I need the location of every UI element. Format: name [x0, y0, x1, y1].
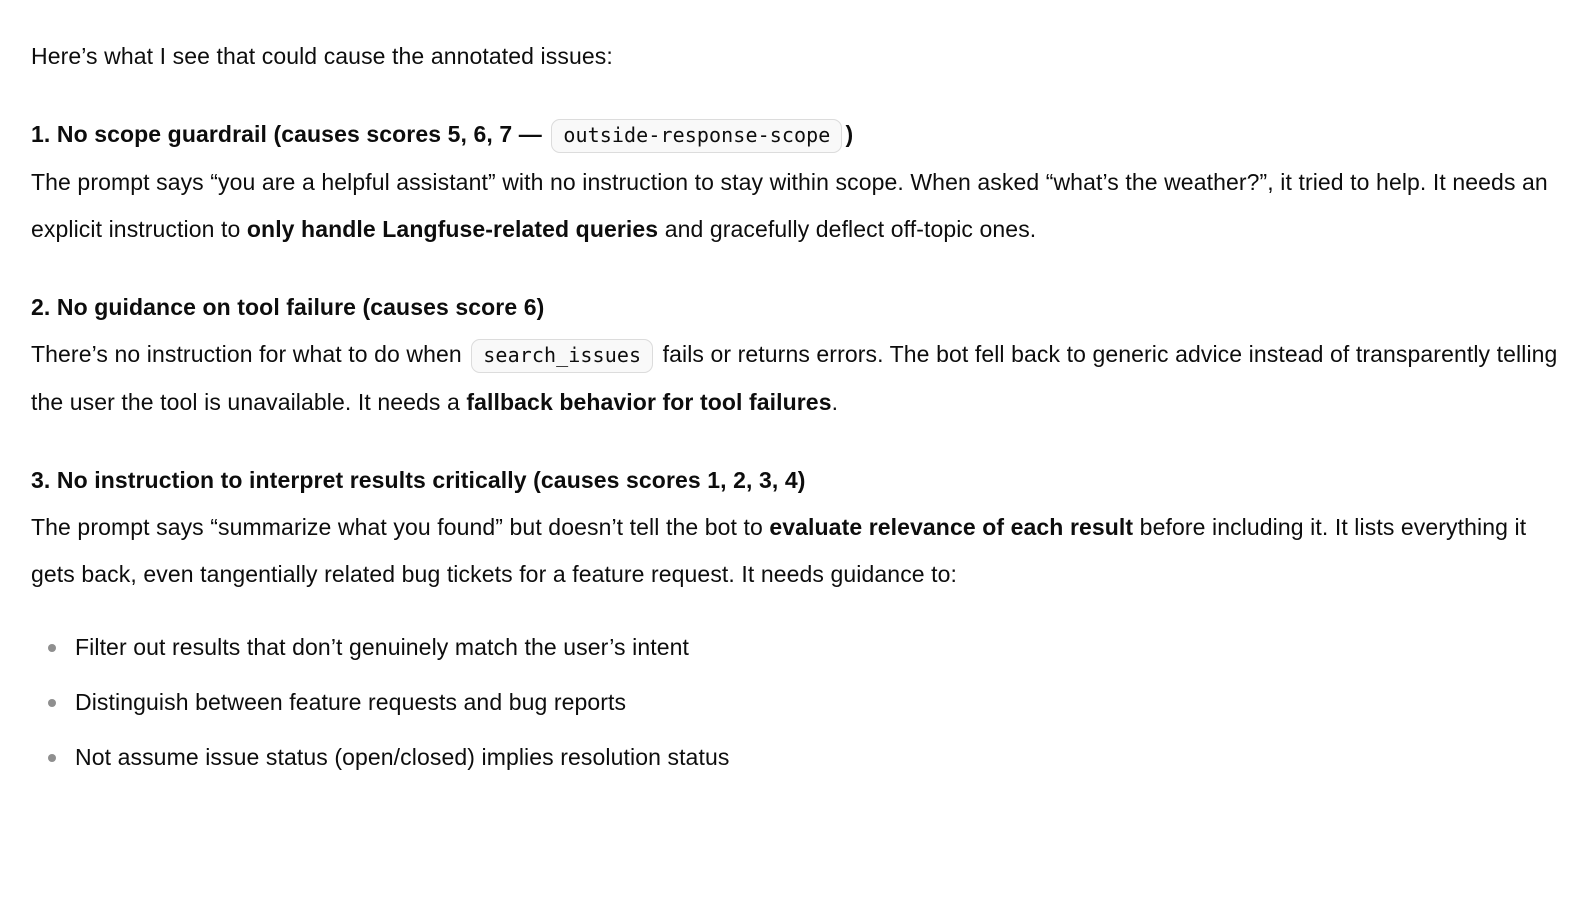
section-1-scope-guardrail: [31, 111, 1561, 253]
section-1-heading: [31, 111, 1561, 159]
section-2-tool-failure: [31, 284, 1561, 426]
bullet-dot-icon: [48, 754, 56, 762]
section-1-heading-close: ): [845, 121, 854, 147]
section-2-heading-text: 2. No guidance on tool failure (causes score 6): [31, 294, 545, 320]
bold-text: evaluate relevance of each result: [769, 514, 1134, 540]
section-3-heading: [31, 457, 1561, 504]
body-text: and gracefully deflect off-topic ones.: [658, 216, 1037, 242]
list-item: [75, 734, 1561, 781]
list-item: [75, 624, 1561, 671]
section-3-interpret-results: [31, 457, 1561, 598]
intro-text: Here’s what I see that could cause the annotated issues:: [31, 43, 613, 69]
body-text: The prompt says “summarize what you found” but doesn’t tell the bot to: [31, 514, 770, 540]
guidance-bullet-list: [31, 624, 1561, 781]
body-text: before including it. It lists everything it gets back, even tangentially related bug tickets for a feature request. It needs guidance to:: [31, 514, 1527, 587]
section-3-heading-text: 3. No instruction to interpret results critically (causes scores 1, 2, 3, 4): [31, 467, 806, 493]
bold-text: fallback behavior for tool failures: [466, 389, 832, 415]
list-item-text: Distinguish between feature requests and bug reports: [75, 689, 627, 715]
intro-paragraph: [31, 33, 1561, 80]
body-text: fails or returns errors. The bot fell back to generic advice instead of transparently telling the user the tool is unavailable. It needs a: [31, 341, 1558, 415]
body-text: The prompt says “you are a helpful assistant” with no instruction to stay within scope. When asked “what’s the weather?”, it tried to help. It needs an explicit instruction to: [31, 169, 1548, 242]
list-item-text: Not assume issue status (open/closed) implies resolution status: [75, 744, 730, 770]
inline-code-chip: search_issues: [471, 339, 653, 373]
inline-code-chip: outside-response-scope: [551, 119, 842, 153]
body-text: .: [831, 389, 839, 415]
section-2-body: [31, 331, 1561, 426]
body-text: There’s no instruction for what to do when: [31, 341, 469, 367]
bullet-dot-icon: [48, 699, 56, 707]
section-3-body: [31, 504, 1561, 598]
section-1-body: [31, 159, 1561, 253]
section-2-heading: [31, 284, 1561, 331]
bullet-dot-icon: [48, 644, 56, 652]
list-item-text: Filter out results that don’t genuinely match the user’s intent: [75, 634, 690, 660]
bold-text: only handle Langfuse-related queries: [246, 216, 659, 242]
list-item: [75, 679, 1561, 726]
section-1-heading-text: 1. No scope guardrail (causes scores 5, 6, 7 —: [31, 121, 549, 147]
